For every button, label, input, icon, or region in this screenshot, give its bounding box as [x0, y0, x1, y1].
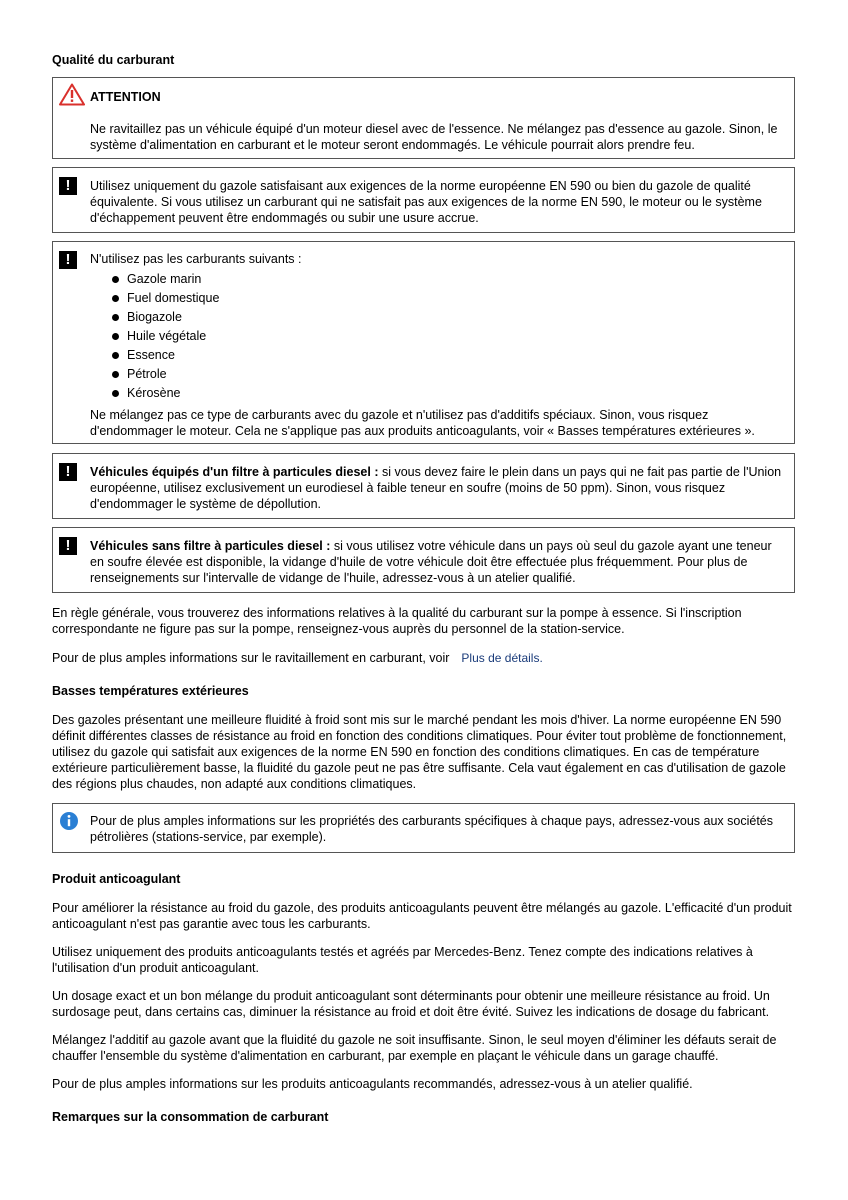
note-bold: Véhicules équipés d'un filtre à particules diesel :: [90, 465, 379, 479]
note-text: [90, 538, 784, 586]
paragraph: Mélangez l'additif au gazole avant que la fluidité du gazole ne soit insuffisante. Sinon, le seul moyen d'éliminer les défauts serait de chauffer l'ensemble du système d'alimentation en carburant, par exemple en plaçant le véhicule dans un garage chauffé.: [52, 1033, 777, 1063]
paragraph: [52, 650, 797, 666]
paragraph: Pour améliorer la résistance au froid du gazole, des produits anticoagulants peuvent être mélangés au gazole. L'efficacité d'un produit anticoagulant n'est pas garantie avec tous les carburants.: [52, 901, 792, 931]
note-rest: si vous devez faire le plein dans un pays qui ne fait pas partie de l'Union européenne, utilisez exclusivement un eurodiesel à faible teneur en soufre (moins de 50 ppm). Sinon, vous risquez d'endommager le système de dépollution.: [90, 465, 782, 511]
section-title-cold: Basses températures extérieures: [52, 684, 249, 698]
exclamation-icon: !: [59, 537, 77, 555]
info-text: Pour de plus amples informations sur les propriétés des carburants spécifiques à chaque pays, adressez-vous aux sociétés pétrolières (stations-service, par exemple).: [90, 814, 773, 844]
attention-text: Ne ravitaillez pas un véhicule équipé d'un moteur diesel avec de l'essence. Ne mélangez pas d'essence au gazole. Sinon, le système d'alimentation en carburant et le moteur seront endommagés. Le véhicule pourrait alors prendre feu.: [90, 122, 778, 152]
section-title-consumption: Remarques sur la consommation de carburant: [52, 1110, 329, 1124]
section-title-anticoagulant: Produit anticoagulant: [52, 872, 181, 886]
exclamation-icon: !: [59, 251, 77, 269]
note-text: [90, 464, 784, 512]
list-item: Biogazole: [112, 308, 784, 327]
note-box-dpf: [52, 453, 795, 519]
section-title-quality: Qualité du carburant: [52, 53, 175, 67]
list-item: Kérosène: [112, 384, 784, 403]
note-rest: si vous utilisez votre véhicule dans un pays où seul du gazole ayant une teneur en soufre élevée est disponible, la vidange d'huile de votre véhicule doit être effectuée plus fréquemment. Pour plus de renseignements sur l'intervalle de vidange de l'huile, adressez-vous à un atelier qualifié.: [90, 539, 772, 585]
fuel-list: [90, 270, 784, 403]
note-intro: N'utilisez pas les carburants suivants :: [90, 252, 302, 266]
attention-heading: ATTENTION: [90, 90, 161, 104]
note-box-norm: [52, 167, 795, 233]
warning-triangle-icon: [59, 83, 85, 109]
note-outro: Ne mélangez pas ce type de carburants avec du gazole et n'utilisez pas d'additifs spéciaux. Sinon, vous risquez d'endommager le moteur. Cela ne s'applique pas aux produits anticoagulants, voir « Basses températures extérieures ».: [90, 408, 755, 438]
paragraph: Pour de plus amples informations sur les produits anticoagulants recommandés, adressez-vous à un atelier qualifié.: [52, 1077, 693, 1091]
list-item: Gazole marin: [112, 270, 784, 289]
note-text: Utilisez uniquement du gazole satisfaisant aux exigences de la norme européenne EN 590 ou bien du gazole de qualité équivalente. Si vous utilisez un carburant qui ne satisfait pas aux exigences de la norme EN 590, le moteur ou le système d'échappement peuvent être endommagés ou subir une usure accrue.: [90, 179, 762, 225]
more-details-link[interactable]: Plus de détails.: [461, 651, 543, 665]
note-box-fuels: [52, 241, 795, 444]
paragraph-text: Pour de plus amples informations sur le ravitaillement en carburant, voir: [52, 651, 450, 665]
list-item: Huile végétale: [112, 327, 784, 346]
paragraph: Utilisez uniquement des produits anticoagulants testés et agréés par Mercedes-Benz. Tenez compte des indications relatives à l'utilisation d'un produit anticoagulant.: [52, 945, 753, 975]
list-item: Pétrole: [112, 365, 784, 384]
note-box-no-dpf: [52, 527, 795, 593]
attention-box: [52, 77, 795, 159]
paragraph: Un dosage exact et un bon mélange du produit anticoagulant sont déterminants pour obtenir une meilleure résistance au froid. Un surdosage peut, dans certains cas, diminuer la résistance au froid et doit être évité. Suivez les indications de dosage du fabricant.: [52, 989, 770, 1019]
note-bold: Véhicules sans filtre à particules diesel :: [90, 539, 331, 553]
list-item: Essence: [112, 346, 784, 365]
info-box: [52, 803, 795, 853]
list-item: Fuel domestique: [112, 289, 784, 308]
exclamation-icon: !: [59, 463, 77, 481]
paragraph: En règle générale, vous trouverez des informations relatives à la qualité du carburant sur la pompe à essence. Si l'inscription correspondante ne figure pas sur la pompe, renseignez-vous auprès du personnel de la station-service.: [52, 606, 742, 636]
exclamation-icon: !: [59, 177, 77, 195]
paragraph: Des gazoles présentant une meilleure fluidité à froid sont mis sur le marché pendant les mois d'hiver. La norme européenne EN 590 définit différentes classes de résistance au froid en fonction des conditions climatiques. Pour éviter tout problème de fonctionnement, utilisez du gazole qui satisfait aux exigences de la norme EN 590 en fonction des conditions climatiques. En cas de température extérieure particulièrement basse, la fluidité du gazole peut ne pas être suffisante. Cela vaut également en cas d'utilisation de gazole des régions plus chaudes, non adapté aux conditions climatiques.: [52, 713, 787, 791]
info-icon: [59, 811, 79, 834]
note-body: [90, 251, 784, 439]
